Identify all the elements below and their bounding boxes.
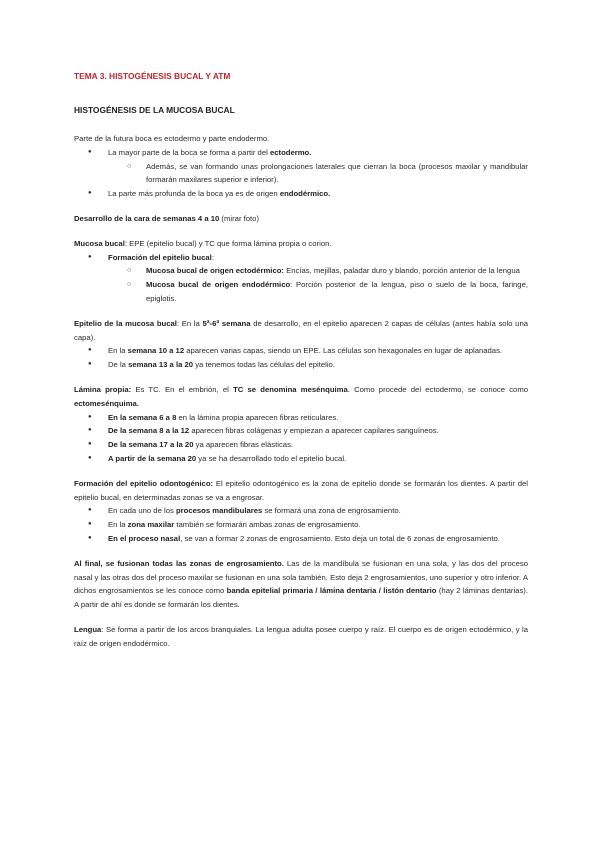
odontogenico-paragraph: Formación del epitelio odontogénico: El epitelio odontogénico es la zona de epitelio donde se formarán los dientes. A partir del epitelio bucal, en determinadas zonas se va a engrosar.: [74, 478, 528, 502]
final-paragraph: Al final, se fusionan todas las zonas de engrosamiento. Las de la mandíbula se fusionan en una sola, y las dos del proceso nasal y las otras dos del proceso maxilar se fusionan en una sola también. Esto deja 2 engrosamientos, uno superior y otro inferior. A dichos engrosamientos se les conoce como banda epitelial primaria / lámina dentaria / listón dentario (hay 2 láminas dentarias). A partir de ahí es donde se formarán los dientes.: [74, 558, 529, 610]
document-title: TEMA 3. HISTOGÉNESIS BUCAL Y ATM: [74, 71, 231, 81]
sub-item-prolongaciones: ○ Además, se van formando unas prolongaciones laterales que cierran la boca (procesos maxilar y mandibular formarán maxilares superior e inferior).: [74, 160, 528, 188]
list-item-semana-10: ● En la semana 10 a 12 aparecen varias capas, siendo un EPE. Las células son hexagonales en lugar de aplanadas.: [74, 344, 528, 358]
intro-list: [74, 146, 528, 201]
section-heading: HISTOGÉNESIS DE LA MUCOSA BUCAL: [74, 105, 235, 115]
list-item-maxilar: ● En la zona maxilar también se formarán ambas zonas de engrosamiento.: [74, 518, 528, 532]
list-item-semana-8: ● De la semana 8 a la 12 aparecen fibras colágenas y empiezan a aparecer capilares sanguíneos.: [74, 424, 528, 438]
list-item-semana-20: ● A partir de la semana 20 ya se ha desarrollado todo el epitelio bucal.: [74, 452, 528, 466]
list-item-semana-13: ● De la semana 13 a la 20 ya tenemos todas las células del epitelio.: [74, 358, 528, 372]
list-item-mandibulares: ● En cada uno de los procesos mandibulares se formará una zona de engrosamiento.: [74, 504, 528, 518]
list-item-formacion: ● Formación del epitelio bucal:: [74, 251, 528, 265]
lamina-list: [74, 411, 528, 466]
mucosa-paragraph: Mucosa bucal: EPE (epitelio bucal) y TC que forma lámina propia o corion.: [74, 238, 332, 248]
epitelio-list: [74, 344, 528, 372]
list-item-semana-17: ● De la semana 17 a la 20 ya aparecen fibras elásticas.: [74, 438, 528, 452]
sub-item-endodermico: ○ Mucosa bucal de origen endodérmico: Porción posterior de la lengua, piso o suelo de la boca, faringe, epiglotis.: [74, 278, 528, 306]
list-item-semana-6: ● En la semana 6 a 8 en la lámina propia aparecen fibras reticulares.: [74, 411, 528, 425]
list-item-nasal: ● En el proceso nasal, se van a formar 2 zonas de engrosamiento. Esto deja un total de 6 zonas de engrosamiento.: [74, 532, 528, 546]
epitelio-paragraph: Epitelio de la mucosa bucal: En la 5ª-6ª semana de desarrollo, en el epitelio aparecen 2 capas de células (antes había solo una capa).: [74, 318, 528, 342]
odontogenico-list: [74, 504, 528, 545]
lamina-paragraph: Lámina propia: Es TC. En el embrión, el TC se denomina mesénquima. Como procede del ectodermo, se conoce como ectomesénquima.: [74, 384, 528, 408]
mucosa-list: [74, 251, 528, 306]
list-item-endodermico: ● La parte más profunda de la boca ya es de origen endodérmico.: [74, 187, 528, 201]
intro-paragraph: Parte de la futura boca es ectodermo y parte endodermo.: [74, 134, 270, 143]
sub-item-ectodermico: ○ Mucosa bucal de origen ectodérmico: Encías, mejillas, paladar duro y blando, porción anterior de la lengua: [74, 264, 528, 278]
lengua-paragraph: Lengua: Se forma a partir de los arcos branquiales. La lengua adulta posee cuerpo y raíz. El cuerpo es de origen ectodérmico, y la raíz de origen endodérmico.: [74, 624, 528, 648]
desarrollo-paragraph: Desarrollo de la cara de semanas 4 a 10 (mirar foto): [74, 213, 260, 223]
list-item-ectodermo: ● La mayor parte de la boca se forma a partir del ectodermo.: [74, 146, 528, 160]
